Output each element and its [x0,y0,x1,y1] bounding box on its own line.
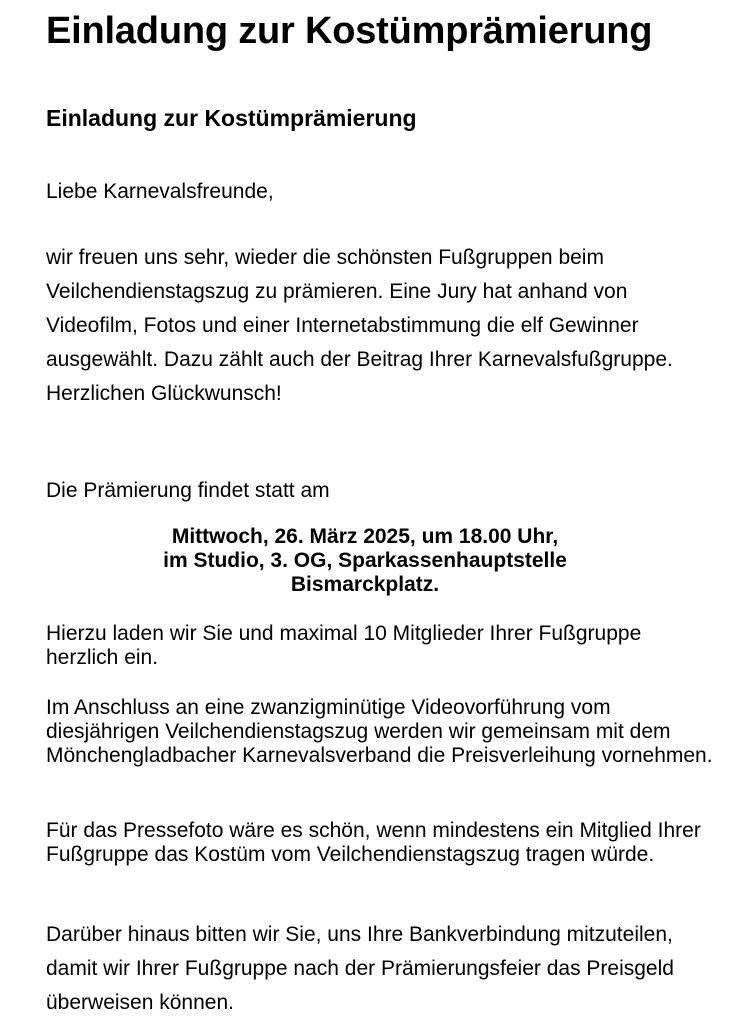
page-title: Einladung zur Kostümprämierung [46,10,653,52]
event-details [0,525,730,597]
paragraph-press-photo: Für das Pressefoto wäre es schön, wenn mindestens ein Mitglied Ihrer Fußgruppe das Kostüm vom Veilchendienstagszug tragen würde. [46,819,701,866]
event-date-time: Mittwoch, 26. März 2025, um 18.00 Uhr, [171,525,559,548]
paragraph-program: Im Anschluss an eine zwanzigminütige Videovorführung vom diesjährigen Veilchendienstagszug werden wir gemeinsam mit dem Mönchengladbacher Karnevalsverband die Preisverleihung vornehmen. [46,696,713,767]
letter-subtitle: Einladung zur Kostümprämierung [46,105,417,131]
event-place: Bismarckplatz. [290,573,440,596]
event-venue: im Studio, 3. OG, Sparkassenhauptstelle [163,549,567,572]
paragraph-event-intro: Die Prämierung findet statt am [46,479,330,502]
letter-greeting: Liebe Karnevalsfreunde, [46,180,274,203]
paragraph-bank-details: Darüber hinaus bitten wir Sie, uns Ihre Bankverbindung mitzuteilen, damit wir Ihrer Fußgruppe nach der Prämierungsfeier das Preisgeld überweisen können. [46,923,674,1014]
paragraph-invitation: Hierzu laden wir Sie und maximal 10 Mitglieder Ihrer Fußgruppe herzlich ein. [46,622,642,669]
paragraph-announcement: wir freuen uns sehr, wieder die schönsten Fußgruppen beim Veilchendienstagszug zu prämieren. Eine Jury hat anhand von Videofilm, Fotos und einer Internetabstimmung die elf Gewinner ausgewählt. Dazu zählt auch der Beitrag Ihrer Karnevalsfußgruppe. Herzlichen Glückwunsch! [46,246,673,405]
